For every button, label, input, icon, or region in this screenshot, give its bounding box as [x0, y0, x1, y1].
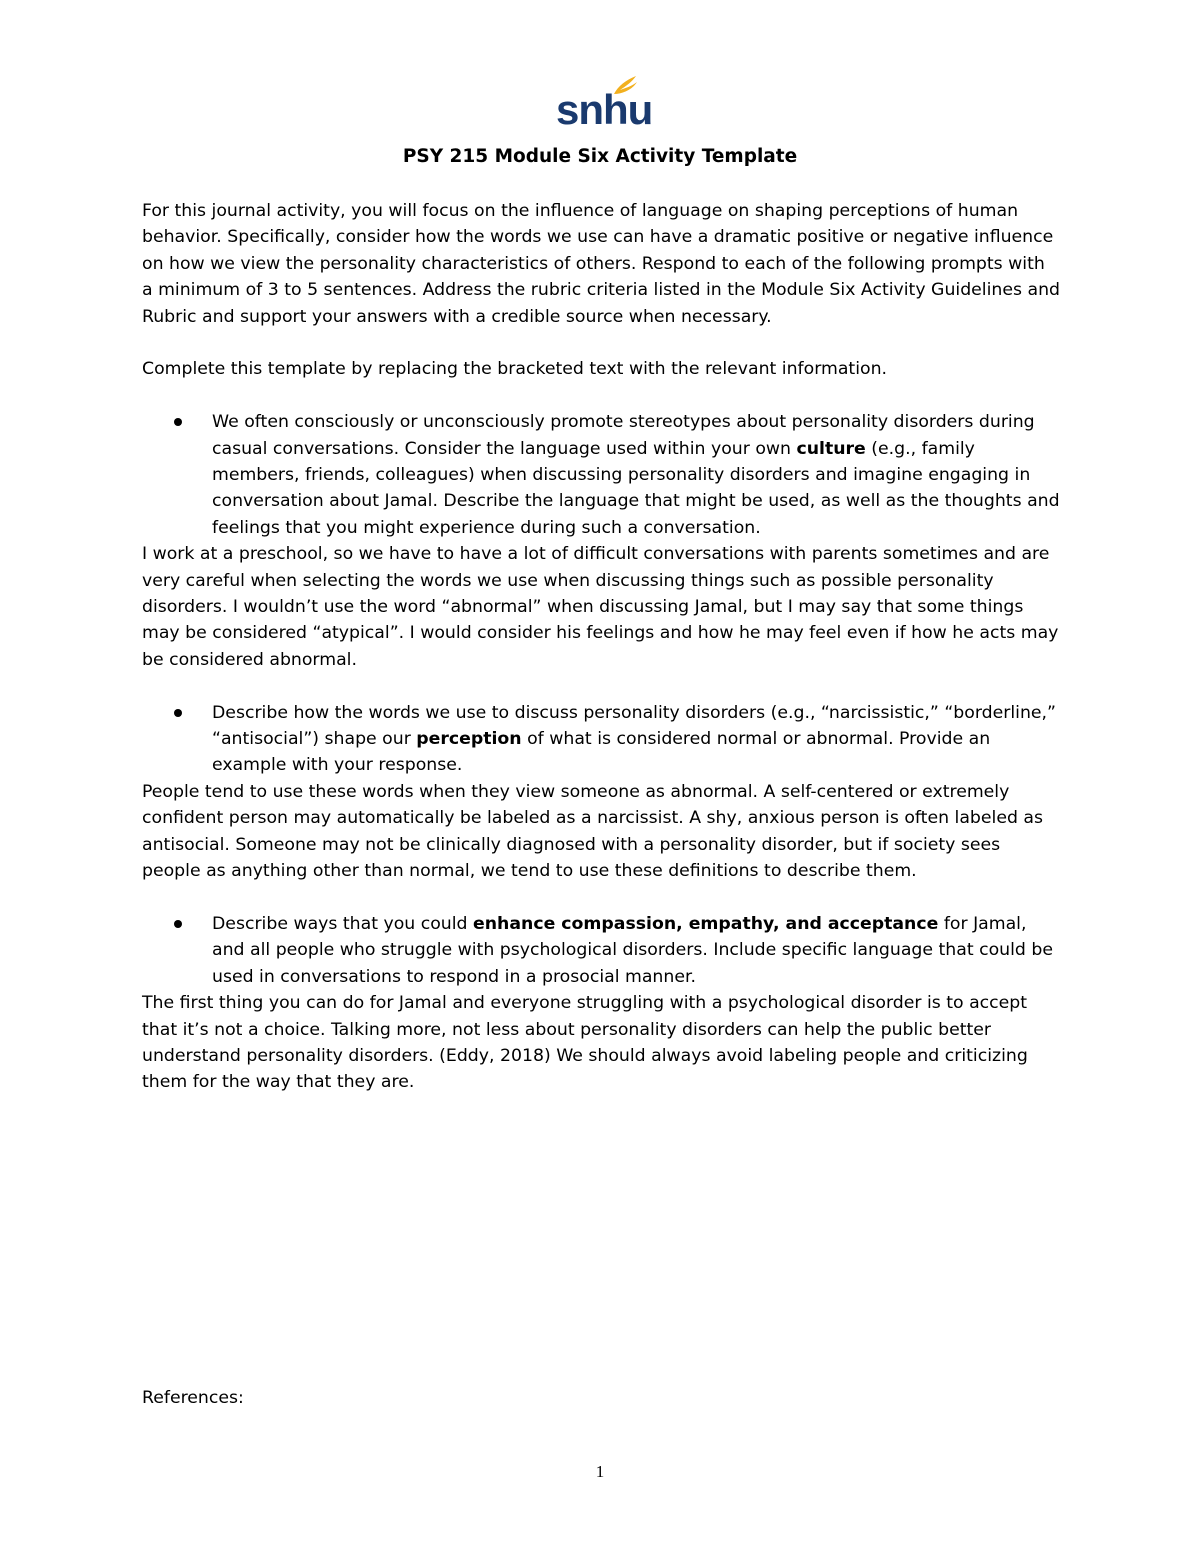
prompt-item	[142, 911, 1060, 990]
page-number: 1	[595, 1462, 605, 1481]
answer-paragraph: People tend to use these words when they view someone as abnormal. A self-centered or extremely confident person may automatically be labeled as a narcissist. A shy, anxious person is often labeled as antisocial. Someone may not be clinically diagnosed with a personality disorder, but if society sees people as anything other than normal, we tend to use these definitions to describe them.	[142, 781, 1044, 882]
prompt-text: Describe ways that you could	[212, 913, 474, 934]
answer-paragraph: The first thing you can do for Jamal and everyone struggling with a psychological disorder is to accept that it’s not a choice. Talking more, not less about personality disorders can help the public better understand personality disorders. (Eddy, 2018) We should always avoid labeling people and criticizing them for the way that they are.	[142, 993, 1028, 1093]
bullet-icon	[174, 418, 182, 426]
bullet-icon	[174, 920, 182, 928]
prompt-emphasis: culture	[796, 438, 866, 459]
prompt-item	[142, 409, 1060, 541]
prompt-text: Describe how the words we use to discuss personality disorders (e.g., “narcissistic,” “borderline,” “antisocial”) shape our	[212, 702, 1056, 750]
snhu-logo	[556, 74, 653, 134]
prompt-item	[142, 700, 1060, 779]
instructions-paragraph: Complete this template by replacing the bracketed text with the relevant information.	[142, 359, 888, 380]
references-heading: References:	[142, 1388, 244, 1408]
prompt-text: We often consciously or unconsciously promote stereotypes about personality disorders during casual conversations. Consider the language used within your own	[212, 412, 1035, 459]
bullet-icon	[174, 709, 182, 717]
prompt-text: for Jamal, and all people who struggle with psychological disorders. Include specific language that could be used in conversations to respond in a prosocial manner.	[212, 913, 1053, 987]
prompt-emphasis: enhance compassion, empathy, and acceptance	[473, 913, 939, 934]
prompt-emphasis: perception	[416, 729, 522, 750]
logo-wordmark: snhu	[556, 86, 653, 133]
prompt-text: (e.g., family members, friends, colleagues) when discussing personality disorders and imagine engaging in conversation about Jamal. Describe the language that might be used, as well as the thoughts and feelings that you might experience during such a conversation.	[212, 438, 1060, 538]
prompt-text: of what is considered normal or abnormal. Provide an example with your response.	[212, 729, 991, 776]
intro-paragraph: For this journal activity, you will focus on the influence of language on shaping perceptions of human behavior. Specifically, consider how the words we use can have a dramatic positive or negative influence on how we view the personality characteristics of others. Respond to each of the following prompts with a minimum of 3 to 5 sentences. Address the rubric criteria listed in the Module Six Activity Guidelines and Rubric and support your answers with a credible source when necessary.	[142, 201, 1060, 327]
page-title: PSY 215 Module Six Activity Template	[402, 146, 798, 167]
answer-paragraph: I work at a preschool, so we have to have a lot of difficult conversations with parents sometimes and are very careful when selecting the words we use when discussing things such as possible personality disorders. I wouldn’t use the word “abnormal” when discussing Jamal, but I may say that some things may be considered “atypical”. I would consider his feelings and how he may feel even if how he acts may be considered abnormal.	[142, 544, 1059, 670]
document-body	[142, 198, 1060, 1096]
